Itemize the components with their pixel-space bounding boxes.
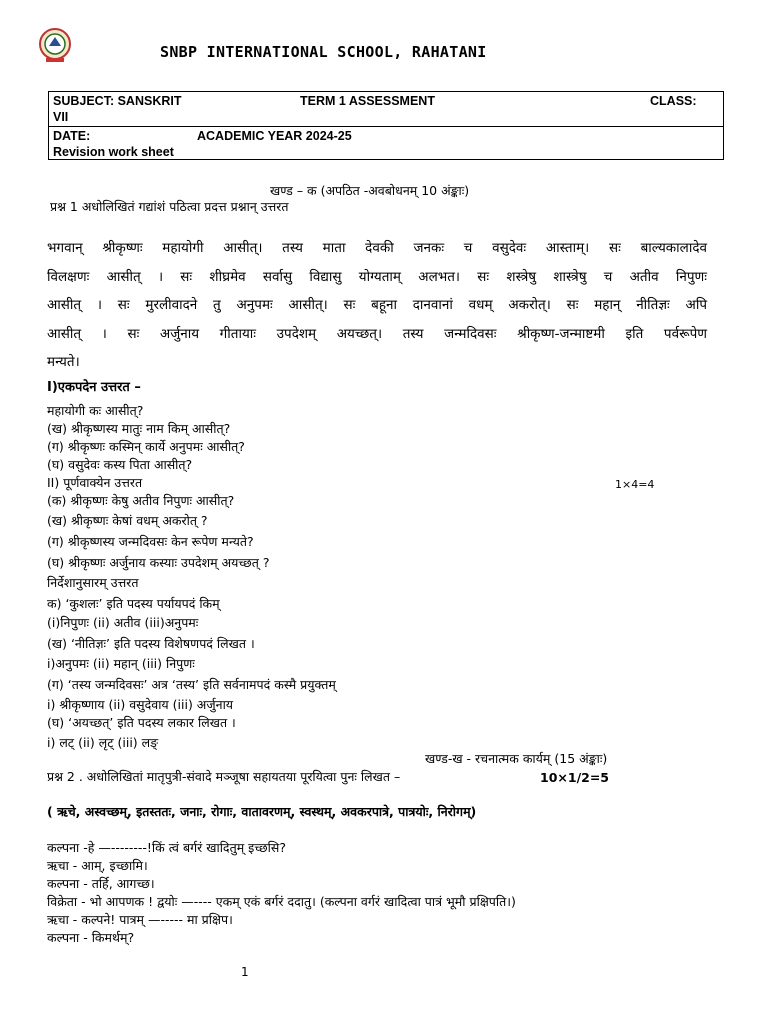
word-box: ( ऋचे, अस्वच्छम्, इतस्ततः, जनाः, रोगाः, वातावरणम्, स्वस्थम्, अवकरपात्रे, पात्रयोः, निरोगम्): [47, 804, 477, 819]
question-2-title: प्रश्न 2 . अधोलिखितां मातृपुत्री-संवादे मञ्जूषा सहायतया पूरयित्वा पुनः लिखत –: [47, 769, 401, 784]
dialogue-line: विक्रेता - भो आपणक ! द्वयोः —---- एकम् एकं बर्गरं ददातु। (कल्पना वर्गरं खादित्वा पात्रं भूमौ प्रक्षिपति।): [47, 894, 516, 909]
question-item: (ग) श्रीकृष्णः कस्मिन् कार्ये अनुपमः आसीत्?: [47, 439, 245, 454]
part-1-title: I)एकपदेन उत्तरत –: [47, 380, 141, 395]
class-value: VII: [53, 110, 69, 124]
part-2-title: II) पूर्णवाक्येन उत्तरत: [47, 475, 143, 490]
option-row: i)अनुपमः (ii) महान् (iii) निपुणः: [47, 656, 195, 671]
dialogue-line: ऋचा - कल्पने! पात्रम् —----- मा प्रक्षिप।: [47, 912, 233, 927]
question-item: महायोगी कः आसीत्?: [47, 403, 144, 418]
term-label: TERM 1 ASSESSMENT: [300, 94, 435, 108]
sheet-type: Revision work sheet: [53, 145, 174, 159]
dialogue-line: कल्पना -हे —--------!किं त्वं बर्गरं खादितुम् इच्छसि?: [47, 840, 286, 855]
dialogue-line: कल्पना - किमर्थम्?: [47, 930, 135, 945]
section-a-title: खण्ड – क (अपठित -अवबोधनम् 10 अंङ्काः): [270, 183, 470, 198]
passage-line: आसीत् । सः मुरलीवादने तु अनुपमः आसीत्। सः बहूना दानवानां वधम् अकरोत्। सः महान् नीतिज्ञः अपि: [47, 297, 707, 313]
question-item: (क) श्रीकृष्णः केषु अतीव निपुणः आसीत्?: [47, 493, 235, 508]
question-item: क) ‘कुशलः’ इति पदस्य पर्यायपदं किम्: [47, 596, 220, 611]
question-item: (ख) श्रीकृष्णः केषां वधम् अकरोत् ?: [47, 513, 208, 528]
dialogue-line: ऋचा - आम्, इच्छामि।: [47, 858, 148, 873]
section-b-title: खण्ड-ख - रचनात्मक कार्यम् (15 अंङ्काः): [425, 751, 608, 766]
header-row-1: [49, 92, 723, 127]
passage-line: मन्यते।: [47, 354, 80, 370]
question-item: (ग) श्रीकृष्णस्य जन्मदिवसः केन रूपेण मन्यते?: [47, 534, 254, 549]
passage-line: भगवान् श्रीकृष्णः महायोगी आसीत्। तस्य माता देवकी जनकः च वसुदेवः आस्ताम्। सः बाल्यकालादेव: [47, 240, 707, 256]
page-number: 1: [241, 965, 249, 979]
question-item: (ग) ‘तस्य जन्मदिवसः’ अत्र ‘तस्य’ इति सर्वनामपदं कस्मै प्रयुक्तम्: [47, 677, 336, 692]
question-item: (ख) ‘नीतिज्ञः’ इति पदस्य विशेषणपदं लिखत ।: [47, 636, 255, 651]
academic-year: ACADEMIC YEAR 2024-25: [197, 129, 352, 143]
option-row: i) श्रीकृष्णाय (ii) वसुदेवाय (iii) अर्जुनाय: [47, 697, 234, 712]
date-label: DATE:: [53, 129, 91, 143]
option-row: i) लट् (ii) लृट् (iii) लङ्: [47, 735, 159, 750]
passage-line: विलक्षणः आसीत् । सः शीघ्रमेव सर्वासु विद्यासु योग्यताम् अलभत। सः शस्त्रेषु शास्त्रेषु च अतीव निपुणः: [47, 268, 707, 285]
question-item: (ख) श्रीकृष्णस्य मातुः नाम किम् आसीत्?: [47, 421, 231, 436]
school-crest-icon: [37, 27, 73, 63]
question-2-marks: 10×1/2=5: [540, 770, 610, 785]
option-row: (i)निपुणः (ii) अतीव (iii)अनुपमः: [47, 615, 199, 630]
subject-label: SUBJECT: SANSKRIT: [53, 94, 182, 108]
school-name: SNBP INTERNATIONAL SCHOOL, RAHATANI: [160, 43, 487, 61]
dialogue-line: कल्पना - तर्हि, आगच्छ।: [47, 876, 155, 891]
question-item: (घ) वसुदेवः कस्य पिता आसीत्?: [47, 457, 193, 472]
question-item: (घ) श्रीकृष्णः अर्जुनाय कस्याः उपदेशम् अयच्छत् ?: [47, 555, 270, 570]
class-label: CLASS:: [650, 94, 697, 108]
header-table: [48, 91, 724, 160]
part-3-title: निर्देशानुसारम् उत्तरत: [47, 575, 139, 590]
question-1-title: प्रश्न 1 अधोलिखितं गद्यांशं पठित्वा प्रदत्त प्रश्नान् उत्तरत: [50, 199, 289, 214]
reading-passage: [47, 234, 707, 377]
part-2-marks: 1×4=4: [615, 478, 655, 491]
passage-line: आसीत् । सः अर्जुनाय गीतायाः उपदेशम् अयच्छत्। तस्य जन्मदिवसः श्रीकृष्ण-जन्माष्टमी इति पर्वरूपेण: [47, 325, 707, 342]
question-item: (घ) ‘अयच्छत्’ इति पदस्य लकार लिखत ।: [47, 715, 236, 730]
